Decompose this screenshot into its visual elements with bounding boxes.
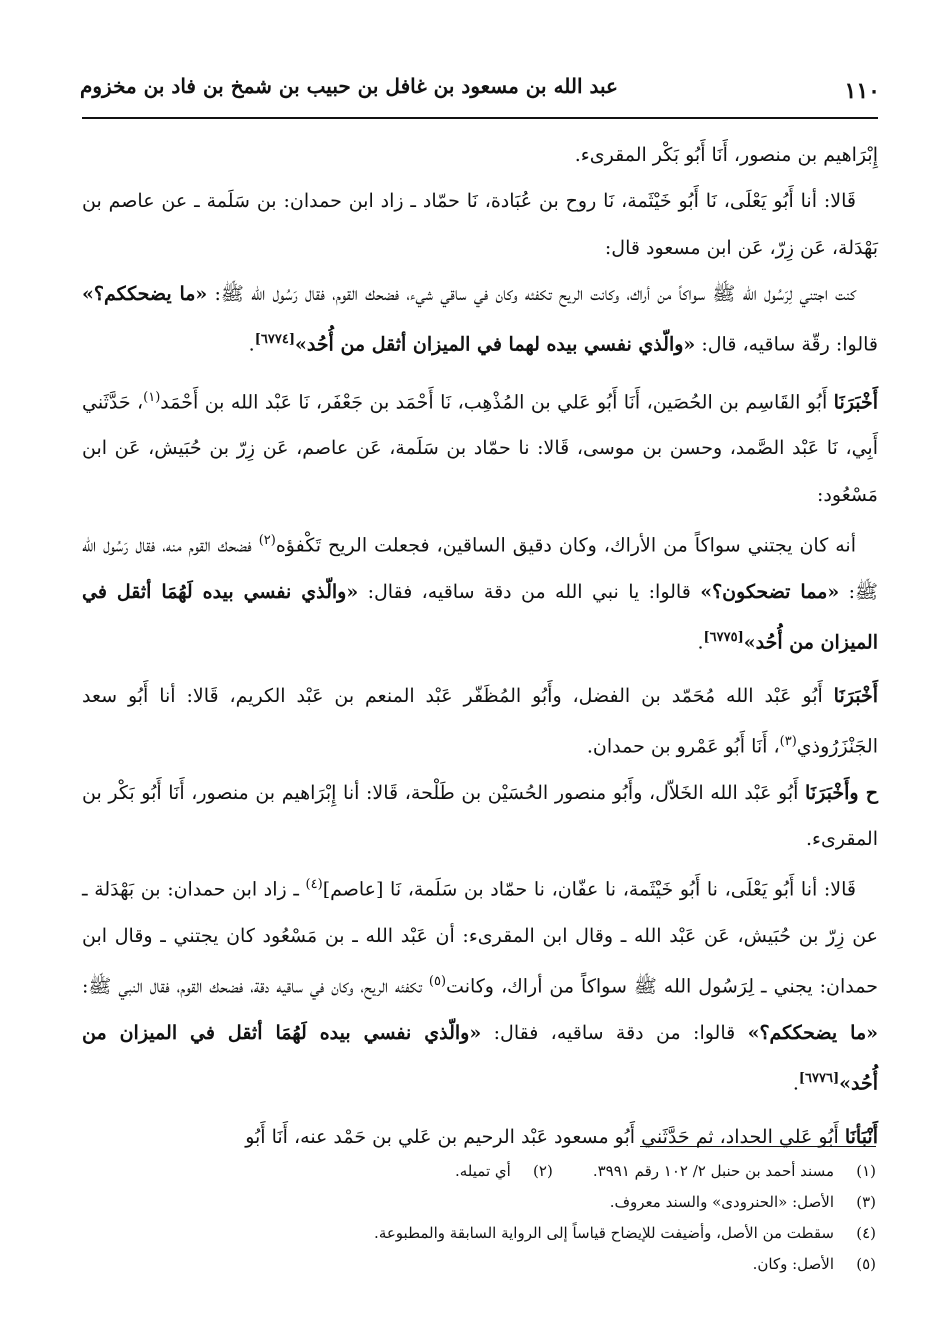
footnote-marker: (١) [143,389,161,405]
footnote-number: (٥) [856,1255,876,1273]
text-span: فضحك القوم منه، فقال رَسُول الله ﷺ: [82,534,878,603]
hadith-quote: «والّذي نفسي بيده لَهُمَا أثقل في الميزان من أُحُد» [82,580,878,654]
text-span: ـ زاد ابن حمدان: بن بَهْدَلة ـ عن زِرّ بن حُبَيش، عَن عَبْد الله ـ وقال ابن المقرىء: أن عَبْد الله ـ بن مَسْعُود كان يجتني ـ وقال ابن حمدان: يجني ـ لِرَسُول الله ﷺ سواكاً من أراك، وكانت [82,878,878,998]
hadith-quote: «ما يضحككم؟» [82,282,208,305]
paragraph-5: أنه كان يجتني سواكاً من الأراك، وكان دقيق الساقين، فجعلت الريح تَكْفؤه$^{(٢)}$ فضحك القوم منه، فقال رَسُول الله ﷺ: «مما تضحكون؟» قالوا: يا نبي الله من دقة ساقيه، فقال: «والّذي نفسي بيده لَهُمَا أثقل في الميزان من أُحُد»[٦٧٧٥]. [82,533,878,654]
hadith-number: [٦٧٧٥] [703,629,744,645]
paragraph-2 [82,178,878,271]
text-span: أَبُو عَلي الحداد، ثم حَدَّثَني أَبُو مسعود عَبْد الرحيم بن عَلي بن حَمْد عنه، أَنَا أَبُو [245,1125,845,1148]
footnote-marker: (٢) [258,533,276,549]
footnote-marker: (٤) [305,877,323,893]
footnote-rule [640,1146,876,1147]
footnote-marker: (٣) [779,733,797,749]
hadith-number: [٦٧٧٤] [254,332,295,348]
hadith-quote: «والّذي نفسي بيده لَهُمَا أثقل في الميزان من أُحُد» [82,1021,878,1095]
text-span: أَبُو عَبْد الله الخَلاّل، وأَبُو منصور الحُسَيْن بن طَلْحة، قَالا: أنا إِبْرَاهيم بن منصور، أَنَا أَبُو بَكْر بن المقرىء. [82,781,878,850]
footnote-row [300,1249,876,1280]
text-span: أنه كان يجتني سواكاً من الأراك، وكان دقيق الساقين، فجعلت الريح تَكْفؤه [275,534,857,557]
page-number: ١١٠ [844,78,880,104]
footnote-row [300,1218,876,1249]
footnote-number: (١) [856,1162,876,1180]
paragraph-8: قَالا: أنا أَبُو يَعْلَى، نا أَبُو خَيْثَمة، نا عفّان، نا حمّاد بن سَلَمة، نَا [عاصم]$^{(٤)}$ ـ زاد ابن حمدان: بن بَهْدَلة ـ عن زِرّ بن حُبَيش، عَن عَبْد الله ـ وقال ابن المقرىء: أن عَبْد الله ـ بن مَسْعُود كان يجتني ـ وقال ابن حمدان: يجني ـ لِرَسُول الله ﷺ سواكاً من أراك، وكانت$^{(٥)}$ تكفئه الريح، وكان في ساقيه دقة، فضحك القوم، فقال النبي ﷺ: «ما يضحككم؟» قالوا: من دقة ساقيه، فقال: «والّذي نفسي بيده لَهُمَا أثقل في الميزان من أُحُد»[٦٧٧٦]. [82,877,878,1095]
page-header [80,60,880,110]
footnote-text: مسند أحمد بن حنبل ٢/ ١٠٢ رقم ٣٩٩١. [592,1162,834,1180]
footnote-marker: (٥) [428,974,447,990]
isnad-lead: أَنْبَأنَا [844,1125,878,1148]
hadith-quote: «مما تضحكون؟» [700,580,840,603]
hadith-quote: «والّذي نفسي بيده لهما في الميزان أثقل من أُحُد» [294,333,696,356]
isnad-lead: أَخْبَرَنَا [833,391,878,414]
footnote-row [300,1187,876,1218]
text-span: قالوا: يا نبي الله من دقة ساقيه، فقال: [358,580,701,603]
text-span: قالوا: رقّة ساقيه، قال: [695,333,878,356]
text-span: إِبْرَاهيم بن منصور، أَنَا أَبُو بَكْر المقرىء. [574,144,878,166]
text-span: قَالا: أنا أَبُو يَعْلَى، نَا أَبُو خَيْثَمة، نَا روح بن عُبَادة، نَا حمّاد ـ زاد ابن حمدان: بن سَلَمة ـ عن عاصم بن بَهْدَلة، عَن زِرّ، عَن ابن مسعود قال: [82,190,878,259]
footnotes [300,1156,876,1280]
footnote-text: سقطت من الأصل، وأضيفت للإيضاح قياساً إلى الرواية السابقة والمطبوعة. [374,1224,834,1242]
text-span: كنت اجتني لِرَسُول الله ﷺ سواكاً من أراك، وكانت الريح تكفئه وكان في ساقي شيء، فضحك القوم، فقال رَسُول الله ﷺ: [207,282,856,305]
isnad-lead: ح وأَخْبَرَنَا [805,781,878,804]
main-text [82,132,878,1160]
paragraph-4 [82,375,878,518]
text-span: أَبُو عَبْد الله مُحَمّد بن الفضل، وأَبُو المُظَفّر عَبْد المنعم بن عَبْد الكريم، قَالا: أنا أَبُو سعد الجَنْزَرُوذي [82,684,878,758]
text-span: أَبُو القَاسِم بن الحُصَين، أَنَا أَبُو عَلي بن المُذْهِب، نَا أَحْمَد بن جَعْفَر، نَا عَبْد الله بن أَحْمَد [160,391,834,414]
footnote-text: الأصل: وكان. [752,1255,834,1273]
paragraph-9 [82,1114,878,1160]
running-title: عبد الله بن مسعود بن غافل بن حبيب بن شمخ بن فاد بن مخزوم [80,74,618,98]
footnote-row [300,1156,876,1187]
hadith-number: [٦٧٧٦] [798,1070,840,1086]
text-span: ، أَنَا أَبُو عَمْرو بن حمدان. [586,735,780,758]
paragraph-3: كنت اجتني لِرَسُول الله ﷺ سواكاً من أراك، وكانت الريح تكفئه وكان في ساقي شيء، فضحك القوم، فقال رَسُول الله ﷺ: «ما يضحككم؟» قالوا: رقّة ساقيه، قال: «والّذي نفسي بيده لهما في الميزان أثقل من أُحُد»[٦٧٧٤]. [82,282,878,356]
spacer [553,1156,593,1187]
footnote-text: أي تميله. [455,1162,511,1180]
footnote-number: (٤) [856,1224,876,1242]
footnote-number: (٢) [533,1162,553,1180]
footnote-text: الأصل: «الحنرودى» والسند معروف. [609,1193,834,1211]
paragraph-7 [82,770,878,863]
paragraph-6 [82,673,878,770]
text-span: قَالا: أنا أَبُو يَعْلَى، نا أَبُو خَيْثَمة، نا عفّان، نا حمّاد بن سَلَمة، نَا [عاصم] [322,878,857,901]
hadith-quote: «ما يضحككم؟» [747,1021,878,1044]
text-span: تكفئه الريح، وكان في ساقيه دقة، فضحك القوم، فقال النبي ﷺ: [82,975,429,998]
header-rule [82,117,878,119]
text-span: ، حَدَّثَني أَبِي، نَا عَبْد الصَّمد، وحسن بن موسى، قَالا: نا حمّاد بن سَلَمة، عَن عاصم، عَن زِرّ بن حُبَيش، عَن ابن مَسْعُود: [82,391,878,506]
footnote-number: (٣) [856,1193,876,1211]
paragraph-1 [82,132,878,178]
isnad-lead: أَخْبَرَنَا [833,684,878,707]
text-span: قالوا: من دقة ساقيه، فقال: [481,1021,748,1044]
